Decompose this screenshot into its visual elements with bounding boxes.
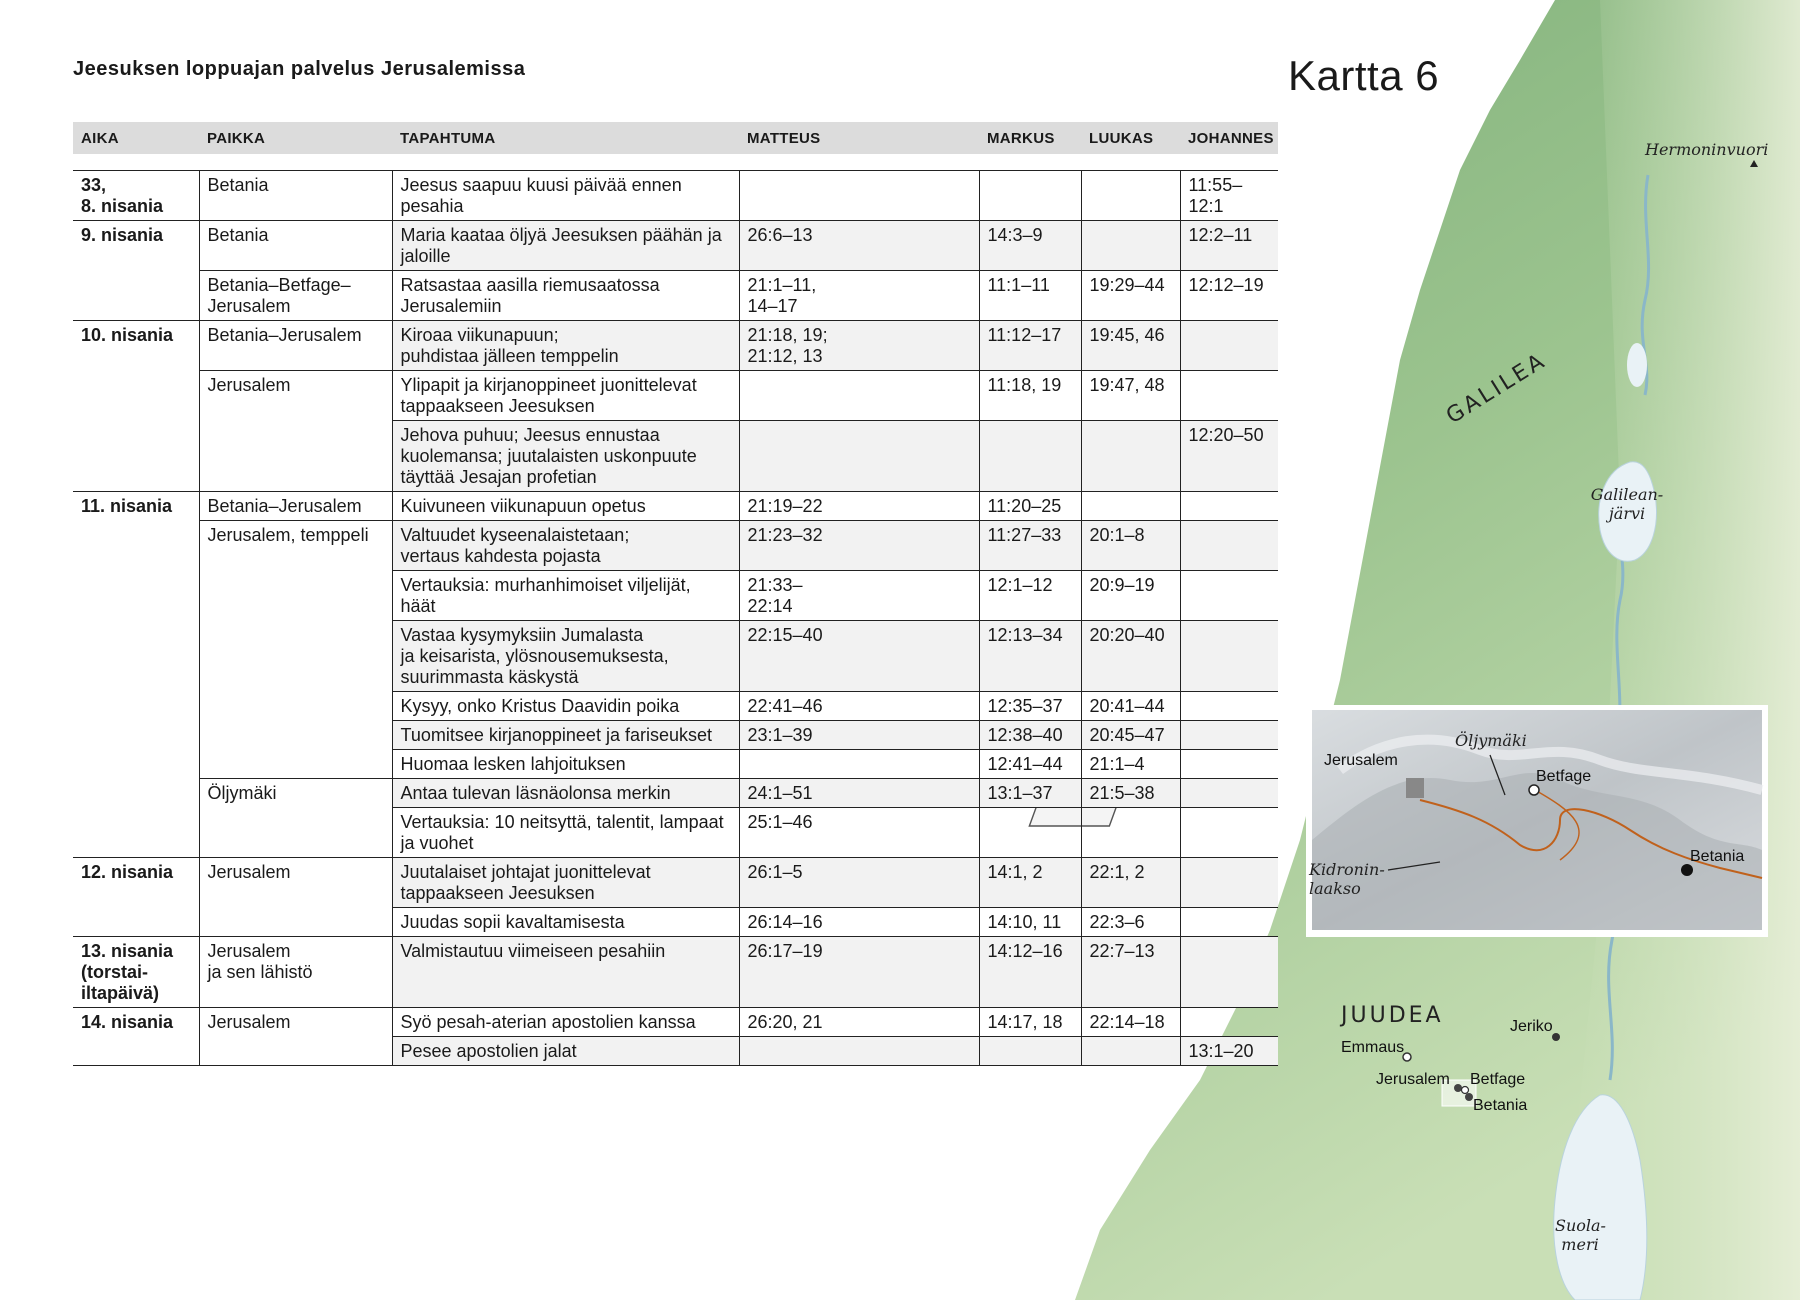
cell-event: Ylipapit ja kirjanoppineet juonittelevat tappaakseen Jeesuksen <box>392 371 739 421</box>
table-row <box>73 171 1278 221</box>
table-row <box>73 937 1278 1008</box>
cell-time <box>73 692 199 721</box>
table-row <box>73 492 1278 521</box>
jerusalem-marker <box>1454 1084 1462 1092</box>
cell-john: 12:2–11 <box>1180 221 1278 271</box>
cell-time: 9. nisania <box>73 221 199 271</box>
cell-event: Maria kaataa öljyä Jeesuksen päähän ja jaloille <box>392 221 739 271</box>
cell-luke: 22:14–18 <box>1081 1008 1180 1037</box>
cell-matthew: 23:1–39 <box>739 721 979 750</box>
cell-luke: 22:1, 2 <box>1081 858 1180 908</box>
cell-place <box>199 721 392 750</box>
table-body <box>73 154 1278 1066</box>
page-title: Jeesuksen loppuajan palvelus Jerusalemissa <box>73 58 526 80</box>
cell-john: 13:1–20 <box>1180 1037 1278 1066</box>
cell-time <box>73 808 199 858</box>
cell-event: Tuomitsee kirjanoppineet ja fariseukset <box>392 721 739 750</box>
cell-mark: 11:1–11 <box>979 271 1081 321</box>
water-lake-hula <box>1627 343 1647 387</box>
cell-mark: 11:20–25 <box>979 492 1081 521</box>
cell-event: Jehova puhuu; Jeesus ennustaa kuolemansa; juutalaisten uskonpuute täyttää Jesajan profetian <box>392 421 739 492</box>
cell-time <box>73 271 199 321</box>
cell-mark: 13:1–37 <box>979 779 1081 808</box>
cell-event: Pesee apostolien jalat <box>392 1037 739 1066</box>
cell-john <box>1180 858 1278 908</box>
cell-matthew <box>739 1037 979 1066</box>
cell-john <box>1180 1008 1278 1037</box>
table-row <box>73 221 1278 271</box>
cell-mark <box>979 1037 1081 1066</box>
cell-mark <box>979 421 1081 492</box>
cell-place: Jerusalem <box>199 858 392 908</box>
cell-matthew <box>739 371 979 421</box>
inset-label-betania: Betania <box>1690 848 1745 865</box>
header-event: TAPAHTUMA <box>392 122 739 154</box>
label-emmaus: Emmaus <box>1341 1039 1405 1056</box>
cell-time <box>73 421 199 492</box>
cell-place <box>199 750 392 779</box>
table-row <box>73 421 1278 492</box>
table-row <box>73 1008 1278 1037</box>
label-hermon: Hermoninvuori <box>1645 140 1769 159</box>
cell-mark <box>979 808 1081 858</box>
cell-time: 11. nisania <box>73 492 199 521</box>
table-row <box>73 721 1278 750</box>
cell-time <box>73 779 199 808</box>
cell-luke: 20:20–40 <box>1081 621 1180 692</box>
cell-luke: 19:45, 46 <box>1081 321 1180 371</box>
cell-place: Jerusalem <box>199 371 392 421</box>
cell-matthew: 24:1–51 <box>739 779 979 808</box>
cell-event: Valtuudet kyseenalaistetaan; vertaus kahdesta pojasta <box>392 521 739 571</box>
cell-time <box>73 371 199 421</box>
cell-mark: 12:35–37 <box>979 692 1081 721</box>
table-row <box>73 571 1278 621</box>
cell-event: Juutalaiset johtajat juonittelevat tappaakseen Jeesuksen <box>392 858 739 908</box>
cell-matthew: 22:41–46 <box>739 692 979 721</box>
table-row <box>73 692 1278 721</box>
table-row <box>73 521 1278 571</box>
cell-matthew: 21:1–11, 14–17 <box>739 271 979 321</box>
cell-john <box>1180 750 1278 779</box>
cell-matthew: 25:1–46 <box>739 808 979 858</box>
inset-betfage-marker <box>1529 785 1539 795</box>
cell-luke: 21:1–4 <box>1081 750 1180 779</box>
cell-john: 12:12–19 <box>1180 271 1278 321</box>
cell-luke: 21:5–38 <box>1081 779 1180 808</box>
events-table <box>73 122 1278 1066</box>
cell-place: Betania <box>199 221 392 271</box>
cell-time: 12. nisania <box>73 858 199 908</box>
cell-luke <box>1081 221 1180 271</box>
cell-mark: 12:13–34 <box>979 621 1081 692</box>
cell-john <box>1180 908 1278 937</box>
betania-marker <box>1465 1093 1473 1101</box>
betfage-marker <box>1462 1087 1469 1094</box>
table-row <box>73 779 1278 808</box>
cell-luke <box>1081 808 1180 858</box>
cell-mark: 14:10, 11 <box>979 908 1081 937</box>
table-row <box>73 321 1278 371</box>
cell-place: Betania–Jerusalem <box>199 321 392 371</box>
cell-john <box>1180 808 1278 858</box>
cell-event: Syö pesah-aterian apostolien kanssa <box>392 1008 739 1037</box>
table-row <box>73 371 1278 421</box>
jericho-marker <box>1552 1033 1560 1041</box>
cell-time <box>73 621 199 692</box>
table-row <box>73 908 1278 937</box>
label-sea-of-galilee: Galilean- järvi <box>1590 485 1664 523</box>
cell-mark: 12:1–12 <box>979 571 1081 621</box>
header-time: AIKA <box>73 122 199 154</box>
cell-mark: 14:17, 18 <box>979 1008 1081 1037</box>
cell-time: 33, 8. nisania <box>73 171 199 221</box>
cell-event: Huomaa lesken lahjoituksen <box>392 750 739 779</box>
map-number: Kartta 6 <box>1288 52 1440 99</box>
cell-matthew <box>739 750 979 779</box>
header-matthew: MATTEUS <box>739 122 979 154</box>
cell-luke: 19:29–44 <box>1081 271 1180 321</box>
cell-place: Betania <box>199 171 392 221</box>
cell-time <box>73 571 199 621</box>
cell-place <box>199 621 392 692</box>
cell-john <box>1180 692 1278 721</box>
cell-luke: 20:1–8 <box>1081 521 1180 571</box>
cell-matthew <box>739 421 979 492</box>
cell-time: 10. nisania <box>73 321 199 371</box>
cell-mark <box>979 171 1081 221</box>
inset-label-jerusalem: Jerusalem <box>1324 752 1398 769</box>
header-place: PAIKKA <box>199 122 392 154</box>
cell-event: Jeesus saapuu kuusi päivää ennen pesahia <box>392 171 739 221</box>
cell-mark: 11:27–33 <box>979 521 1081 571</box>
cell-john <box>1180 321 1278 371</box>
cell-luke <box>1081 492 1180 521</box>
label-dead-sea: Suola- meri <box>1555 1216 1606 1254</box>
cell-event: Kuivuneen viikunapuun opetus <box>392 492 739 521</box>
cell-matthew <box>739 171 979 221</box>
inset-label-oljymaki: Öljymäki <box>1455 731 1527 750</box>
cell-time: 13. nisania (torstai- iltapäivä) <box>73 937 199 1008</box>
cell-event: Vertauksia: murhanhimoiset viljelijät, häät <box>392 571 739 621</box>
cell-matthew: 26:14–16 <box>739 908 979 937</box>
cell-john <box>1180 521 1278 571</box>
label-jerusalem: Jerusalem <box>1376 1071 1450 1088</box>
cell-matthew: 26:17–19 <box>739 937 979 1008</box>
cell-time: 14. nisania <box>73 1008 199 1037</box>
cell-john <box>1180 571 1278 621</box>
cell-matthew: 21:23–32 <box>739 521 979 571</box>
cell-matthew: 26:20, 21 <box>739 1008 979 1037</box>
cell-place: Betania–Jerusalem <box>199 492 392 521</box>
cell-place <box>199 908 392 937</box>
header-luke: LUUKAS <box>1081 122 1180 154</box>
cell-place: Öljymäki <box>199 779 392 808</box>
cell-luke <box>1081 1037 1180 1066</box>
cell-john <box>1180 492 1278 521</box>
cell-john <box>1180 937 1278 1008</box>
cell-matthew: 21:33– 22:14 <box>739 571 979 621</box>
cell-time <box>73 908 199 937</box>
cell-john <box>1180 621 1278 692</box>
inset-temple <box>1406 778 1424 798</box>
cell-luke: 19:47, 48 <box>1081 371 1180 421</box>
table-row <box>73 1037 1278 1066</box>
cell-luke: 22:3–6 <box>1081 908 1180 937</box>
cell-luke <box>1081 421 1180 492</box>
table-row <box>73 808 1278 858</box>
cell-luke <box>1081 171 1180 221</box>
header-mark: MARKUS <box>979 122 1081 154</box>
label-judea: JUUDEA <box>1341 1003 1444 1028</box>
cell-event: Kiroaa viikunapuun; puhdistaa jälleen temppelin <box>392 321 739 371</box>
cell-matthew: 26:6–13 <box>739 221 979 271</box>
cell-place <box>199 808 392 858</box>
header-john: JOHANNES <box>1180 122 1278 154</box>
cell-matthew: 21:18, 19; 21:12, 13 <box>739 321 979 371</box>
cell-event: Vertauksia: 10 neitsyttä, talentit, lampaat ja vuohet <box>392 808 739 858</box>
table-row <box>73 858 1278 908</box>
cell-luke: 20:9–19 <box>1081 571 1180 621</box>
cell-mark: 14:12–16 <box>979 937 1081 1008</box>
cell-john <box>1180 779 1278 808</box>
cell-time <box>73 1037 199 1066</box>
inset-label-kidron: Kidronin- laakso <box>1309 860 1385 898</box>
cell-matthew: 22:15–40 <box>739 621 979 692</box>
cell-mark: 12:41–44 <box>979 750 1081 779</box>
cell-luke: 20:45–47 <box>1081 721 1180 750</box>
cell-place: Betania–Betfage– Jerusalem <box>199 271 392 321</box>
table-row <box>73 621 1278 692</box>
cell-event: Antaa tulevan läsnäolonsa merkin <box>392 779 739 808</box>
cell-mark: 14:3–9 <box>979 221 1081 271</box>
cell-john <box>1180 721 1278 750</box>
header-spacer <box>73 154 1278 171</box>
cell-matthew: 21:19–22 <box>739 492 979 521</box>
label-betania: Betania <box>1473 1097 1528 1114</box>
cell-event: Ratsastaa aasilla riemusaatossa Jerusalemiin <box>392 271 739 321</box>
cell-place: Jerusalem, temppeli <box>199 521 392 571</box>
cell-mark: 11:12–17 <box>979 321 1081 371</box>
label-galilee: GALILEA <box>1442 348 1552 430</box>
cell-mark: 14:1, 2 <box>979 858 1081 908</box>
cell-place <box>199 692 392 721</box>
cell-john <box>1180 371 1278 421</box>
cell-event: Valmistautuu viimeiseen pesahiin <box>392 937 739 1008</box>
label-betfage: Betfage <box>1470 1071 1526 1088</box>
cell-luke: 22:7–13 <box>1081 937 1180 1008</box>
cell-luke: 20:41–44 <box>1081 692 1180 721</box>
cell-event: Juudas sopii kavaltamisesta <box>392 908 739 937</box>
label-jericho: Jeriko <box>1510 1018 1553 1035</box>
cell-time <box>73 721 199 750</box>
table-header <box>73 122 1278 154</box>
cell-time <box>73 750 199 779</box>
emmaus-marker <box>1403 1053 1411 1061</box>
cell-mark: 12:38–40 <box>979 721 1081 750</box>
cell-event: Kysyy, onko Kristus Daavidin poika <box>392 692 739 721</box>
cell-matthew: 26:1–5 <box>739 858 979 908</box>
table-row <box>73 750 1278 779</box>
cell-mark: 11:18, 19 <box>979 371 1081 421</box>
cell-john: 12:20–50 <box>1180 421 1278 492</box>
cell-place: Jerusalem <box>199 1008 392 1037</box>
table-row <box>73 271 1278 321</box>
cell-john: 11:55– 12:1 <box>1180 171 1278 221</box>
cell-place: Jerusalem ja sen lähistö <box>199 937 392 1008</box>
cell-time <box>73 521 199 571</box>
inset-label-betfage: Betfage <box>1536 768 1592 785</box>
cell-place <box>199 421 392 492</box>
cell-place <box>199 1037 392 1066</box>
cell-place <box>199 571 392 621</box>
cell-event: Vastaa kysymyksiin Jumalasta ja keisarista, ylösnousemuksesta, suurimmasta käskystä <box>392 621 739 692</box>
